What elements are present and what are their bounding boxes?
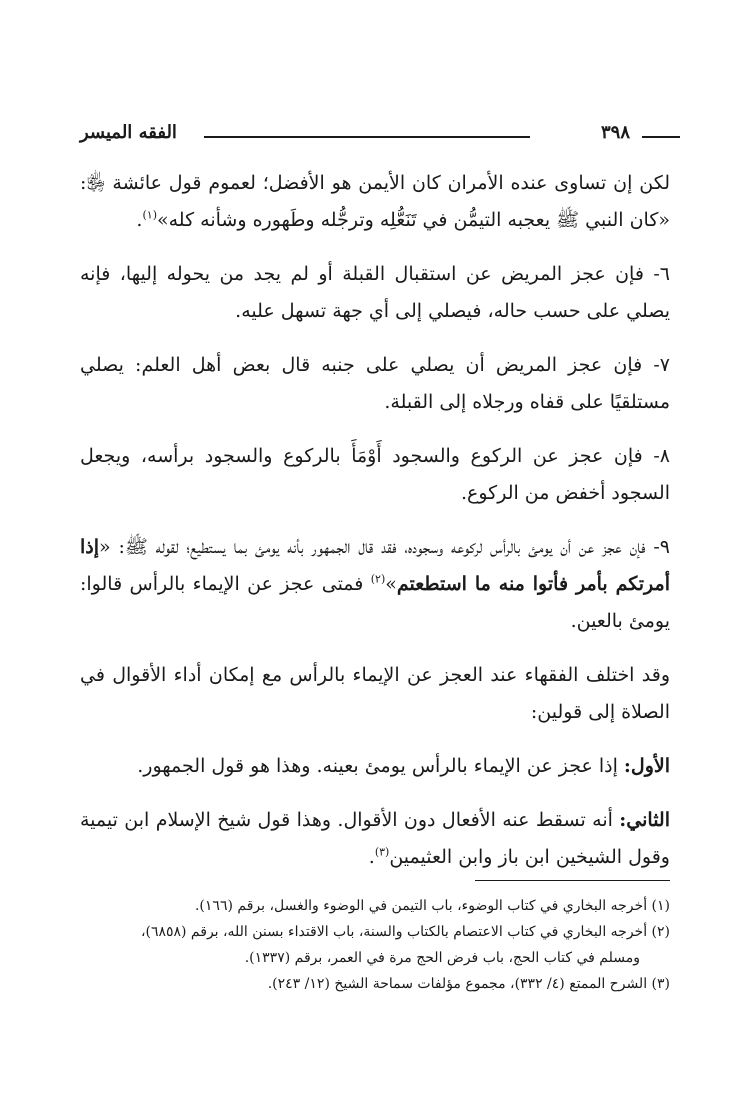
footnote-ref-2: (٢) xyxy=(370,572,386,586)
main-text xyxy=(80,165,670,893)
page-header xyxy=(80,122,680,152)
paragraph-8: ٨- فإن عجز عن الركوع والسجود أَوْمَأَ بالركوع والسجود برأسه، ويجعل السجود أخفض من الركوع. xyxy=(80,445,670,504)
header-rule-short xyxy=(642,136,680,138)
footnote-2-continued: ومسلم في كتاب الحج، باب فرض الحج مرة في العمر، برقم (١٣٣٧). xyxy=(244,950,640,966)
paragraph-first-opinion: الأول: إذا عجز عن الإيماء بالرأس يومئ بعينه. وهذا هو قول الجمهور. xyxy=(137,755,670,777)
second-opinion-label: الثاني: xyxy=(619,809,670,831)
running-title: الفقه الميسر xyxy=(80,122,177,143)
footnote-ref-1: (١) xyxy=(142,208,157,222)
hadith-quote: إذا أمرتكم بأمر فأتوا منه ما استطعتم xyxy=(80,536,670,595)
first-opinion-label: الأول: xyxy=(623,755,670,777)
footnote-3: (٣) الشرح الممتع (٤/ ٣٣٢)، مجموع مؤلفات سماحة الشيخ (١٢/ ٢٤٣). xyxy=(267,976,670,992)
paragraph-intro-opinions: وقد اختلف الفقهاء عند العجز عن الإيماء بالرأس مع إمكان أداء الأقوال في الصلاة إلى قولين: xyxy=(80,664,670,723)
paragraph-7: ٧- فإن عجز المريض أن يصلي على جنبه قال بعض أهل العلم: يصلي مستلقيًا على قفاه ورجلاه إلى القبلة. xyxy=(80,354,670,413)
header-rule xyxy=(204,136,530,138)
footnote-divider xyxy=(475,880,670,881)
paragraph-9: ٩- فإن عجز عن أن يومئ بالرأس لركوعه وسجوده، فقد قال الجمهور بأنه يومئ بما يستطيع؛ لقوله ﷺ: «إذا أمرتكم بأمر فأتوا منه ما استطعتم»$^{(٢)}$ فمتى عجز عن الإيماء بالرأس قالوا: يومئ بالعين. xyxy=(80,536,670,632)
paragraph-second-opinion: الثاني: أنه تسقط عنه الأفعال دون الأقوال. وهذا قول شيخ الإسلام ابن تيمية وقول الشيخين ابن باز وابن العثيمين$^{(٣)}$. xyxy=(80,809,670,868)
footnote-1: (١) أخرجه البخاري في كتاب الوضوء، باب التيمن في الوضوء والغسل، برقم (١٦٦). xyxy=(194,898,670,914)
footnotes xyxy=(80,893,670,997)
footnote-2: (٢) أخرجه البخاري في كتاب الاعتصام بالكتاب والسنة، باب الاقتداء بسنن الله، برقم (٦٨٥٨)، xyxy=(140,924,670,940)
page-number: ٣٩٨ xyxy=(600,122,630,143)
footnote-ref-3: (٣) xyxy=(374,845,390,859)
paragraph-6: ٦- فإن عجز المريض عن استقبال القبلة أو لم يجد من يحوله إليها، فإنه يصلي على حسب حاله، فيصلي إلى أي جهة تسهل عليه. xyxy=(80,263,670,322)
paragraph-1: لكن إن تساوى عنده الأمران كان الأيمن هو الأفضل؛ لعموم قول عائشة ﵂: «كان النبي ﷺ يعجبه التيمُّن في تَنَعُّلِه وترجُّله وطَهوره وشأنه كله»$^{(١)}$. xyxy=(80,172,670,231)
